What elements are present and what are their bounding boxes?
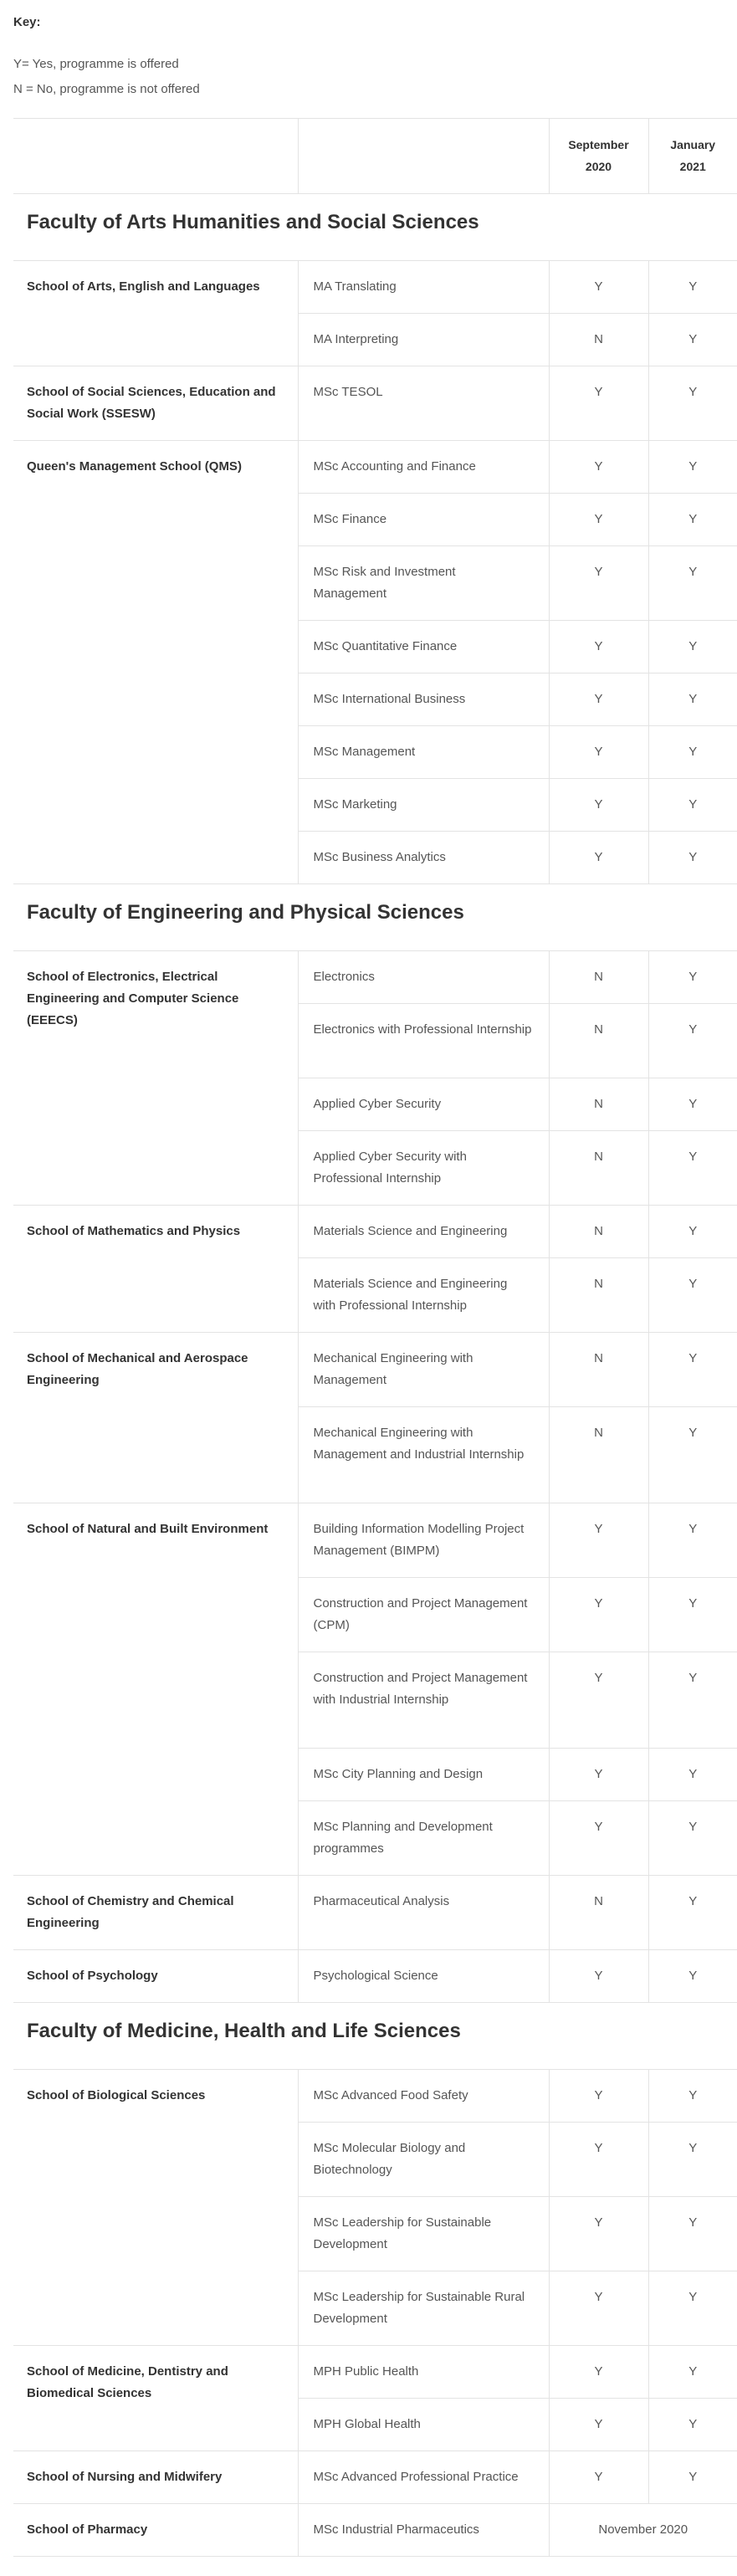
september-value: N (549, 1078, 648, 1131)
programme-name: MSc Quantitative Finance (298, 621, 549, 673)
programme-name: MPH Public Health (298, 2346, 549, 2399)
september-value: N (549, 1258, 648, 1333)
table-row (13, 1206, 737, 1258)
january-value: Y (648, 2451, 737, 2504)
september-value: N (549, 314, 648, 366)
programme-name: MSc TESOL (298, 366, 549, 441)
january-value: Y (648, 2197, 737, 2271)
january-value: Y (648, 832, 737, 884)
school-name: School of Chemistry and Chemical Engineering (13, 1876, 298, 1950)
programme-name: MSc Molecular Biology and Biotechnology (298, 2123, 549, 2197)
programme-name: MSc Leadership for Sustainable Rural Development (298, 2271, 549, 2346)
january-value: Y (648, 2271, 737, 2346)
january-value: Y (648, 2346, 737, 2399)
september-value: Y (549, 673, 648, 726)
january-value: Y (648, 1131, 737, 1206)
september-value: Y (549, 621, 648, 673)
programme-name: MA Interpreting (298, 314, 549, 366)
january-value: Y (648, 1578, 737, 1652)
september-value: Y (549, 1652, 648, 1749)
programme-name: MA Translating (298, 261, 549, 314)
school-name: Queen's Management School (QMS) (13, 441, 298, 884)
january-value: Y (648, 494, 737, 546)
programme-name: MSc Planning and Development programmes (298, 1801, 549, 1876)
faculty-row (13, 194, 737, 261)
start-date-value: November 2020 (549, 2504, 737, 2557)
school-name: School of Social Sciences, Education and Social Work (SSESW) (13, 366, 298, 441)
programme-name: MSc Leadership for Sustainable Development (298, 2197, 549, 2271)
september-value: Y (549, 494, 648, 546)
september-value: N (549, 1206, 648, 1258)
january-value: Y (648, 1407, 737, 1503)
january-value: Y (648, 1206, 737, 1258)
january-value: Y (648, 1801, 737, 1876)
header-september (549, 119, 648, 194)
january-value: Y (648, 2070, 737, 2123)
programme-name: Psychological Science (298, 1950, 549, 2003)
september-value: Y (549, 546, 648, 621)
table-row (13, 261, 737, 314)
table-row (13, 441, 737, 494)
january-value: Y (648, 726, 737, 779)
september-value: Y (549, 1950, 648, 2003)
january-value: Y (648, 546, 737, 621)
september-value: Y (549, 726, 648, 779)
september-value: Y (549, 2451, 648, 2504)
header-september-year: 2020 (585, 160, 612, 173)
programme-name: MSc Management (298, 726, 549, 779)
september-value: Y (549, 2070, 648, 2123)
table-row (13, 2070, 737, 2123)
table-row (13, 2451, 737, 2504)
programme-name: MSc City Planning and Design (298, 1749, 549, 1801)
september-value: N (549, 951, 648, 1004)
table-row (13, 1876, 737, 1950)
september-value: Y (549, 779, 648, 832)
september-value: Y (549, 2197, 648, 2271)
september-value: Y (549, 1801, 648, 1876)
january-value: Y (648, 1652, 737, 1749)
school-name: School of Mathematics and Physics (13, 1206, 298, 1333)
september-value: Y (549, 1578, 648, 1652)
programme-name: MSc Finance (298, 494, 549, 546)
table-row (13, 366, 737, 441)
january-value: Y (648, 2123, 737, 2197)
january-value: Y (648, 2399, 737, 2451)
january-value: Y (648, 621, 737, 673)
school-name: School of Arts, English and Languages (13, 261, 298, 366)
september-value: N (549, 1407, 648, 1503)
september-value: Y (549, 832, 648, 884)
january-value: Y (648, 261, 737, 314)
school-name: School of Natural and Built Environment (13, 1503, 298, 1876)
faculty-title: Faculty of Engineering and Physical Sciences (13, 884, 737, 951)
january-value: Y (648, 314, 737, 366)
september-value: Y (549, 261, 648, 314)
programme-name: Pharmaceutical Analysis (298, 1876, 549, 1950)
programme-name: MSc Advanced Professional Practice (298, 2451, 549, 2504)
school-name: School of Nursing and Midwifery (13, 2451, 298, 2504)
september-value: Y (549, 366, 648, 441)
programme-name: Mechanical Engineering with Management and Industrial Internship (298, 1407, 549, 1503)
table-row (13, 1950, 737, 2003)
table-row (13, 2504, 737, 2557)
september-value: Y (549, 441, 648, 494)
school-name: School of Pharmacy (13, 2504, 298, 2557)
programme-name: Applied Cyber Security (298, 1078, 549, 1131)
faculty-title: Faculty of Arts Humanities and Social Sciences (13, 194, 737, 261)
january-value: Y (648, 1078, 737, 1131)
january-value: Y (648, 1876, 737, 1950)
programme-name: Materials Science and Engineering with Professional Internship (298, 1258, 549, 1333)
september-value: Y (549, 2399, 648, 2451)
key-no: N = No, programme is not offered (13, 82, 200, 96)
september-value: N (549, 1004, 648, 1078)
table-row (13, 1333, 737, 1407)
programme-name: Applied Cyber Security with Professional Internship (298, 1131, 549, 1206)
school-name: School of Biological Sciences (13, 2070, 298, 2346)
programme-name: MSc Industrial Pharmaceutics (298, 2504, 549, 2557)
header-january-year: 2021 (679, 160, 706, 173)
faculty-title: Faculty of Medicine, Health and Life Sciences (13, 2003, 737, 2070)
programme-name: MSc Business Analytics (298, 832, 549, 884)
september-value: N (549, 1131, 648, 1206)
programme-name: Mechanical Engineering with Management (298, 1333, 549, 1407)
header-january-month: January (670, 138, 716, 151)
programme-name: Electronics (298, 951, 549, 1004)
programme-name: MSc Advanced Food Safety (298, 2070, 549, 2123)
key-yes: Y= Yes, programme is offered (13, 57, 179, 71)
september-value: N (549, 1876, 648, 1950)
key-title: Key: (13, 15, 41, 29)
september-value: Y (549, 2123, 648, 2197)
header-january (648, 119, 737, 194)
table-row (13, 1503, 737, 1578)
school-name: School of Medicine, Dentistry and Biomedical Sciences (13, 2346, 298, 2451)
programme-name: MSc Marketing (298, 779, 549, 832)
january-value: Y (648, 366, 737, 441)
january-value: Y (648, 1258, 737, 1333)
programme-name: Construction and Project Management with Industrial Internship (298, 1652, 549, 1749)
january-value: Y (648, 441, 737, 494)
programme-name: MSc International Business (298, 673, 549, 726)
september-value: Y (549, 1749, 648, 1801)
table-header (13, 119, 737, 194)
table-row (13, 951, 737, 1004)
september-value: Y (549, 2346, 648, 2399)
programme-name: MSc Accounting and Finance (298, 441, 549, 494)
january-value: Y (648, 1950, 737, 2003)
programme-name: Materials Science and Engineering (298, 1206, 549, 1258)
school-name: School of Electronics, Electrical Engineering and Computer Science (EEECS) (13, 951, 298, 1206)
september-value: N (549, 1333, 648, 1407)
programme-name: MPH Global Health (298, 2399, 549, 2451)
january-value: Y (648, 1004, 737, 1078)
programme-name: Electronics with Professional Internship (298, 1004, 549, 1078)
table-row (13, 2346, 737, 2399)
january-value: Y (648, 673, 737, 726)
january-value: Y (648, 1333, 737, 1407)
faculty-row (13, 2003, 737, 2070)
school-name: School of Psychology (13, 1950, 298, 2003)
january-value: Y (648, 1503, 737, 1578)
table-body (13, 194, 737, 2557)
programme-name: Construction and Project Management (CPM) (298, 1578, 549, 1652)
september-value: Y (549, 1503, 648, 1578)
programme-table (13, 118, 737, 2557)
faculty-row (13, 884, 737, 951)
january-value: Y (648, 951, 737, 1004)
header-september-month: September (568, 138, 629, 151)
january-value: Y (648, 1749, 737, 1801)
school-name: School of Mechanical and Aerospace Engineering (13, 1333, 298, 1503)
january-value: Y (648, 779, 737, 832)
header-programme (298, 119, 549, 194)
programme-name: Building Information Modelling Project Management (BIMPM) (298, 1503, 549, 1578)
header-school (13, 119, 298, 194)
september-value: Y (549, 2271, 648, 2346)
programme-name: MSc Risk and Investment Management (298, 546, 549, 621)
